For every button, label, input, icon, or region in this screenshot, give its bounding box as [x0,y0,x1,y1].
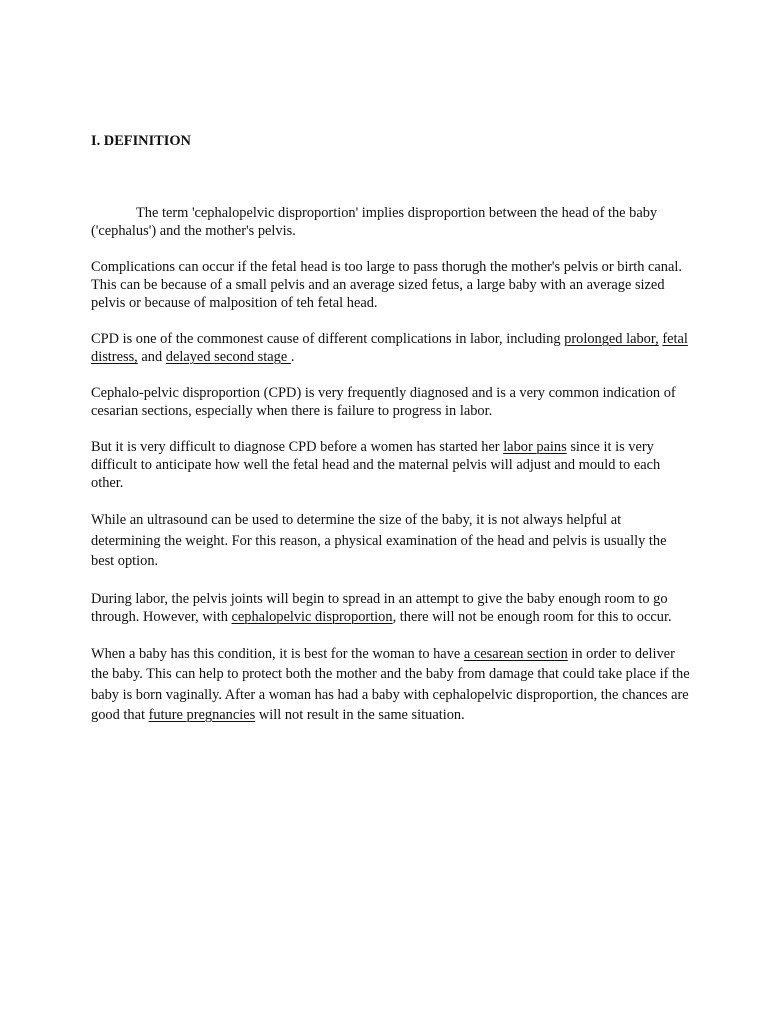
text-run: . [290,349,295,365]
text-run: During labor, the pelvis joints will begin to spread in an attempt to give the baby enough room to go through. However, with [91,590,668,625]
paragraph-complications: Complications can occur if the fetal head is too large to pass thorugh the mother's pelvis or birth canal. This can be because of a small pelvis and an average sized fetus, a large baby with an average sized pelvis or because of malposition of teh fetal head. [91,259,682,311]
link-cesarean-section[interactable]: a cesarean section [463,645,568,662]
text-run: and [137,349,166,365]
document-body [91,131,691,744]
section-heading: I. DEFINITION [91,133,191,149]
text-run: will not result in the same situation. [255,707,465,723]
paragraph-definition: The term 'cephalopelvic disproportion' implies disproportion between the head of the baby ('cephalus') and the mother's pelvis. [91,205,658,239]
link-future-pregnancies[interactable]: future pregnancies [148,707,256,723]
paragraph-diagnosis: Cephalo-pelvic disproportion (CPD) is very frequently diagnosed and is a very common indication of cesarian sections, especially when there is failure to progress in labor. [91,385,676,419]
link-cephalopelvic-disproportion[interactable]: cephalopelvic disproportion [231,608,393,625]
paragraph-ultrasound: While an ultrasound can be used to determine the size of the baby, it is not always helpful at determining the weight. For this reason, a physical examination of the head and pelvis is usually the best option. [91,512,667,569]
paragraph-during-labor [91,590,691,626]
paragraph-labor-pains [91,438,691,492]
text-run: in order to deliver the baby. This can help to protect both the mother and the baby from damage that could take place if the baby is born vaginally. After a woman has had a baby with cephalopelvic disproportion, the chances are good that [91,645,690,723]
link-labor-pains[interactable]: labor pains [503,439,567,455]
text-run: CPD is one of the commonest cause of different complications in labor, including [91,331,565,347]
text-run: since it is very difficult to anticipate how well the fetal head and the maternal pelvis will adjust and mould to each other. [91,439,661,491]
text-run: , there will not be enough room for this to occur. [392,608,672,625]
text-run: But it is very difficult to diagnose CPD before a women has started her [91,439,504,455]
link-prolonged-labor[interactable]: prolonged labor, [564,331,659,347]
link-fetal-distress[interactable]: fetal distress, [91,331,688,365]
text-run: When a baby has this condition, it is best for the woman to have [91,645,464,662]
paragraph-cpd-causes [91,330,691,366]
paragraph-cesarean [91,644,691,726]
link-delayed-second-stage[interactable]: delayed second stage [165,349,291,365]
